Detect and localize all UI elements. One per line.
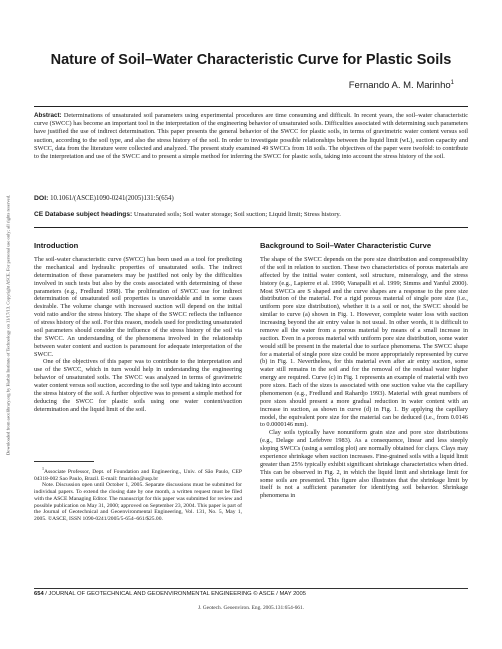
abstract [34, 112, 468, 161]
affiliation-text: Associate Professor, Dept. of Foundation and Engineering., Univ. of São Paulo, CEP 04318-002 Sao Paulo, Brazil. E-mail: fmarinho@usp.br [34, 468, 242, 482]
footer-rule [34, 588, 468, 589]
subject-headings-text: Unsaturated soils; Soil water storage; Soil suction; Liquid limit; Stress history. [133, 211, 341, 218]
download-watermark-text: Downloaded from ascelibrary.org by Harbin Institute of Technology on 11/17/13. Copyright ASCE. For personal use only; all rights reserved. [5, 194, 11, 456]
right-column-body [260, 256, 468, 500]
page-number: 654 [34, 591, 44, 597]
abstract-text: Determinations of unsaturated soil parameters using experimental procedures are time consuming and difficult. In recent years, the soil–water characteristic curve (SWCC) has become an important tool in the interpretation of the engineering behavior of unsaturated soils. Difficulties associated with determining such parameters have justified the use of indirect determination. This paper presents the general behavior of the SWCC for plastic soils, in terms of gravimetric water content versus soil suction, according to the soil type, and also the stress history of the soil. In order to investigate possible relationships between the liquid limit (wL), suction capacity and SWCC, data from the literature were collected and analyzed. The present study examined 49 SWCCs from 18 soils. The objectives of the paper were twofold: to contribute to the interpretation and use of the SWCC and to present a simple method for inferring the SWCC for plastic soils, taking into account the stress history of the soil. [34, 112, 468, 161]
author-affiliation-mark: 1 [450, 80, 454, 86]
subject-headings-label: CE Database subject headings: [34, 211, 133, 218]
affiliation-footnote [34, 466, 242, 482]
doi-label: DOI: [34, 195, 49, 202]
section-heading-background: Background to Soil–Water Characteristic Curve [260, 241, 432, 250]
doi-line [34, 195, 468, 202]
discussion-note: Note. Discussion open until October 1, 2005. Separate discussions must be submitted for individual papers. To extend the closing date by one month, a written request must be filed with the ASCE Managing Editor. The manuscript for this paper was submitted for review and possible publication on May 31, 2000; approved on September 23, 2004. This paper is part of the Journal of Geotechnical and Geoenvironmental Engineering, Vol. 131, No. 5, May 1, 2005. ©ASCE, ISSN 1090-0241/2005/5-654–661/$25.00. [34, 482, 242, 523]
download-watermark [3, 125, 13, 525]
author-name: Fernando A. M. Marinho [348, 80, 451, 92]
footnote-mark: 1 [42, 466, 44, 471]
paper-title: Nature of Soil–Water Characteristic Curve for Plastic Soils [50, 52, 452, 68]
author-line [349, 80, 454, 91]
footnote [34, 466, 242, 523]
left-column-body [34, 256, 242, 414]
body-paragraph: The shape of the SWCC depends on the pore size distribution and compressibility of the soil in relation to suction. These two characteristics of porous materials are affected by the initial water content, soil structure, mineralogy, and the stress history (e.g., Lapierre et al. 1990; Vanapalli et al. 1999; Simms and Yanful 2000). Most SWCCs are S shaped and the curve shapes are a response to the pore size distribution of the material. For a rigid porous material of single pore size (i.e., uniform pore size distribution), whether it is a soil or not, the SWCC should be similar to curve (a) shown in Fig. 1. However, complete water loss with suction increasing beyond the air entry value is not usual. In other words, it is difficult to remove all the water from a porous material by means of a small increase in suction. Even in a porous material with uniform pore size distribution, some water would still be present in the material due to surface phenomena. The SWCC shape for a material of single pore size could be more appropriately represented by curve (b) in Fig. 1. Nevertheless, for this material even after air entry suction, some water still remains in the soil and for the removal of the residual water higher energy are required. Curve (c) in Fig. 1 represents an example of material with two pore sizes. Each of the sizes is associated with one suction value via the capillary phenomenon (e.g., Fredlund and Rahardjo 1993). Material with great numbers of pore sizes should present a more gradual reduction in water content with an increase in suction, as shown in curve (d) in Fig. 1. By applying the capillary model, the equivalent pore size for the material can be deduced (i.e., from 0.0146 to 0.0000146 mm). [260, 256, 468, 429]
abstract-label: Abstract: [34, 112, 62, 119]
footnote-rule [34, 461, 94, 462]
abstract-bottom-rule [34, 227, 468, 228]
journal-footer [34, 591, 468, 597]
citation-line: J. Geotech. Geoenviron. Eng. 2005.131:654-661. [198, 605, 304, 611]
section-heading-introduction: Introduction [34, 241, 79, 250]
body-paragraph: Clay soils typically have nonuniform grain size and pore size distributions (e.g., Delage and Lefebvre 1983). As a consequence, linear and less steeply sloping SWCCs (using a semilog plot) are normally obtained for clays. Clays may experience shrinkage when suction increases. Fine-grained soils with a liquid limit greater than 25% typically exhibit significant shrinkage characteristics when dried. This can be observed in Fig. 2, in which the liquid limit and shrinkage limit for some soils are presented. This figure also illustrates that the shrinkage limit by itself is not a sufficient parameter for identifying soil behavior. Shrinkage phenomena in [260, 429, 468, 500]
body-paragraph: The soil-water characteristic curve (SWCC) has been used as a tool for predicting the mechanical and hydraulic properties of unsaturated soils. The indirect determination of these parameters may be justified not only by the difficulties involved in such tests but also by the costs associated with determining of these parameters (e.g., Fredlund 1998). The proliferation of SWCC use for indirect determination of unsaturated soil properties is unavoidable and in some cases desirable. The volume change with increased suction will depend on the initial void ratio and/or the stress history. The shape of the SWCC reflects the influence of stress history of the soil. For this reason, models used for predicting unsaturated soil parameters should consider the influence of the stress history of the soil via the SWCC. An understanding of the phenomena involved in the relationship between water content and suction is paramount for adequate interpretation of the SWCC. [34, 256, 242, 358]
subject-headings [34, 211, 468, 218]
journal-running-title: / JOURNAL OF GEOTECHNICAL AND GEOENVIRONMENTAL ENGINEERING © ASCE / MAY 2005 [45, 591, 306, 597]
header-rule [34, 106, 468, 107]
doi-value[interactable]: 10.1061/(ASCE)1090-0241(2005)131:5(654) [50, 195, 174, 202]
body-paragraph: One of the objectives of this paper was to contribute to the interpretation and use of the SWCC, which in turn would help in understanding the engineering behavior of unsaturated soils. The SWCC was analyzed in terms of gravimetric water content versus soil suction, according to the soil type and taking into account the stress history of the soil. A further objective was to present a simple method for deducing the SWCC for plastic soils using one water content/suction determination and the liquid limit of the soil. [34, 358, 242, 413]
